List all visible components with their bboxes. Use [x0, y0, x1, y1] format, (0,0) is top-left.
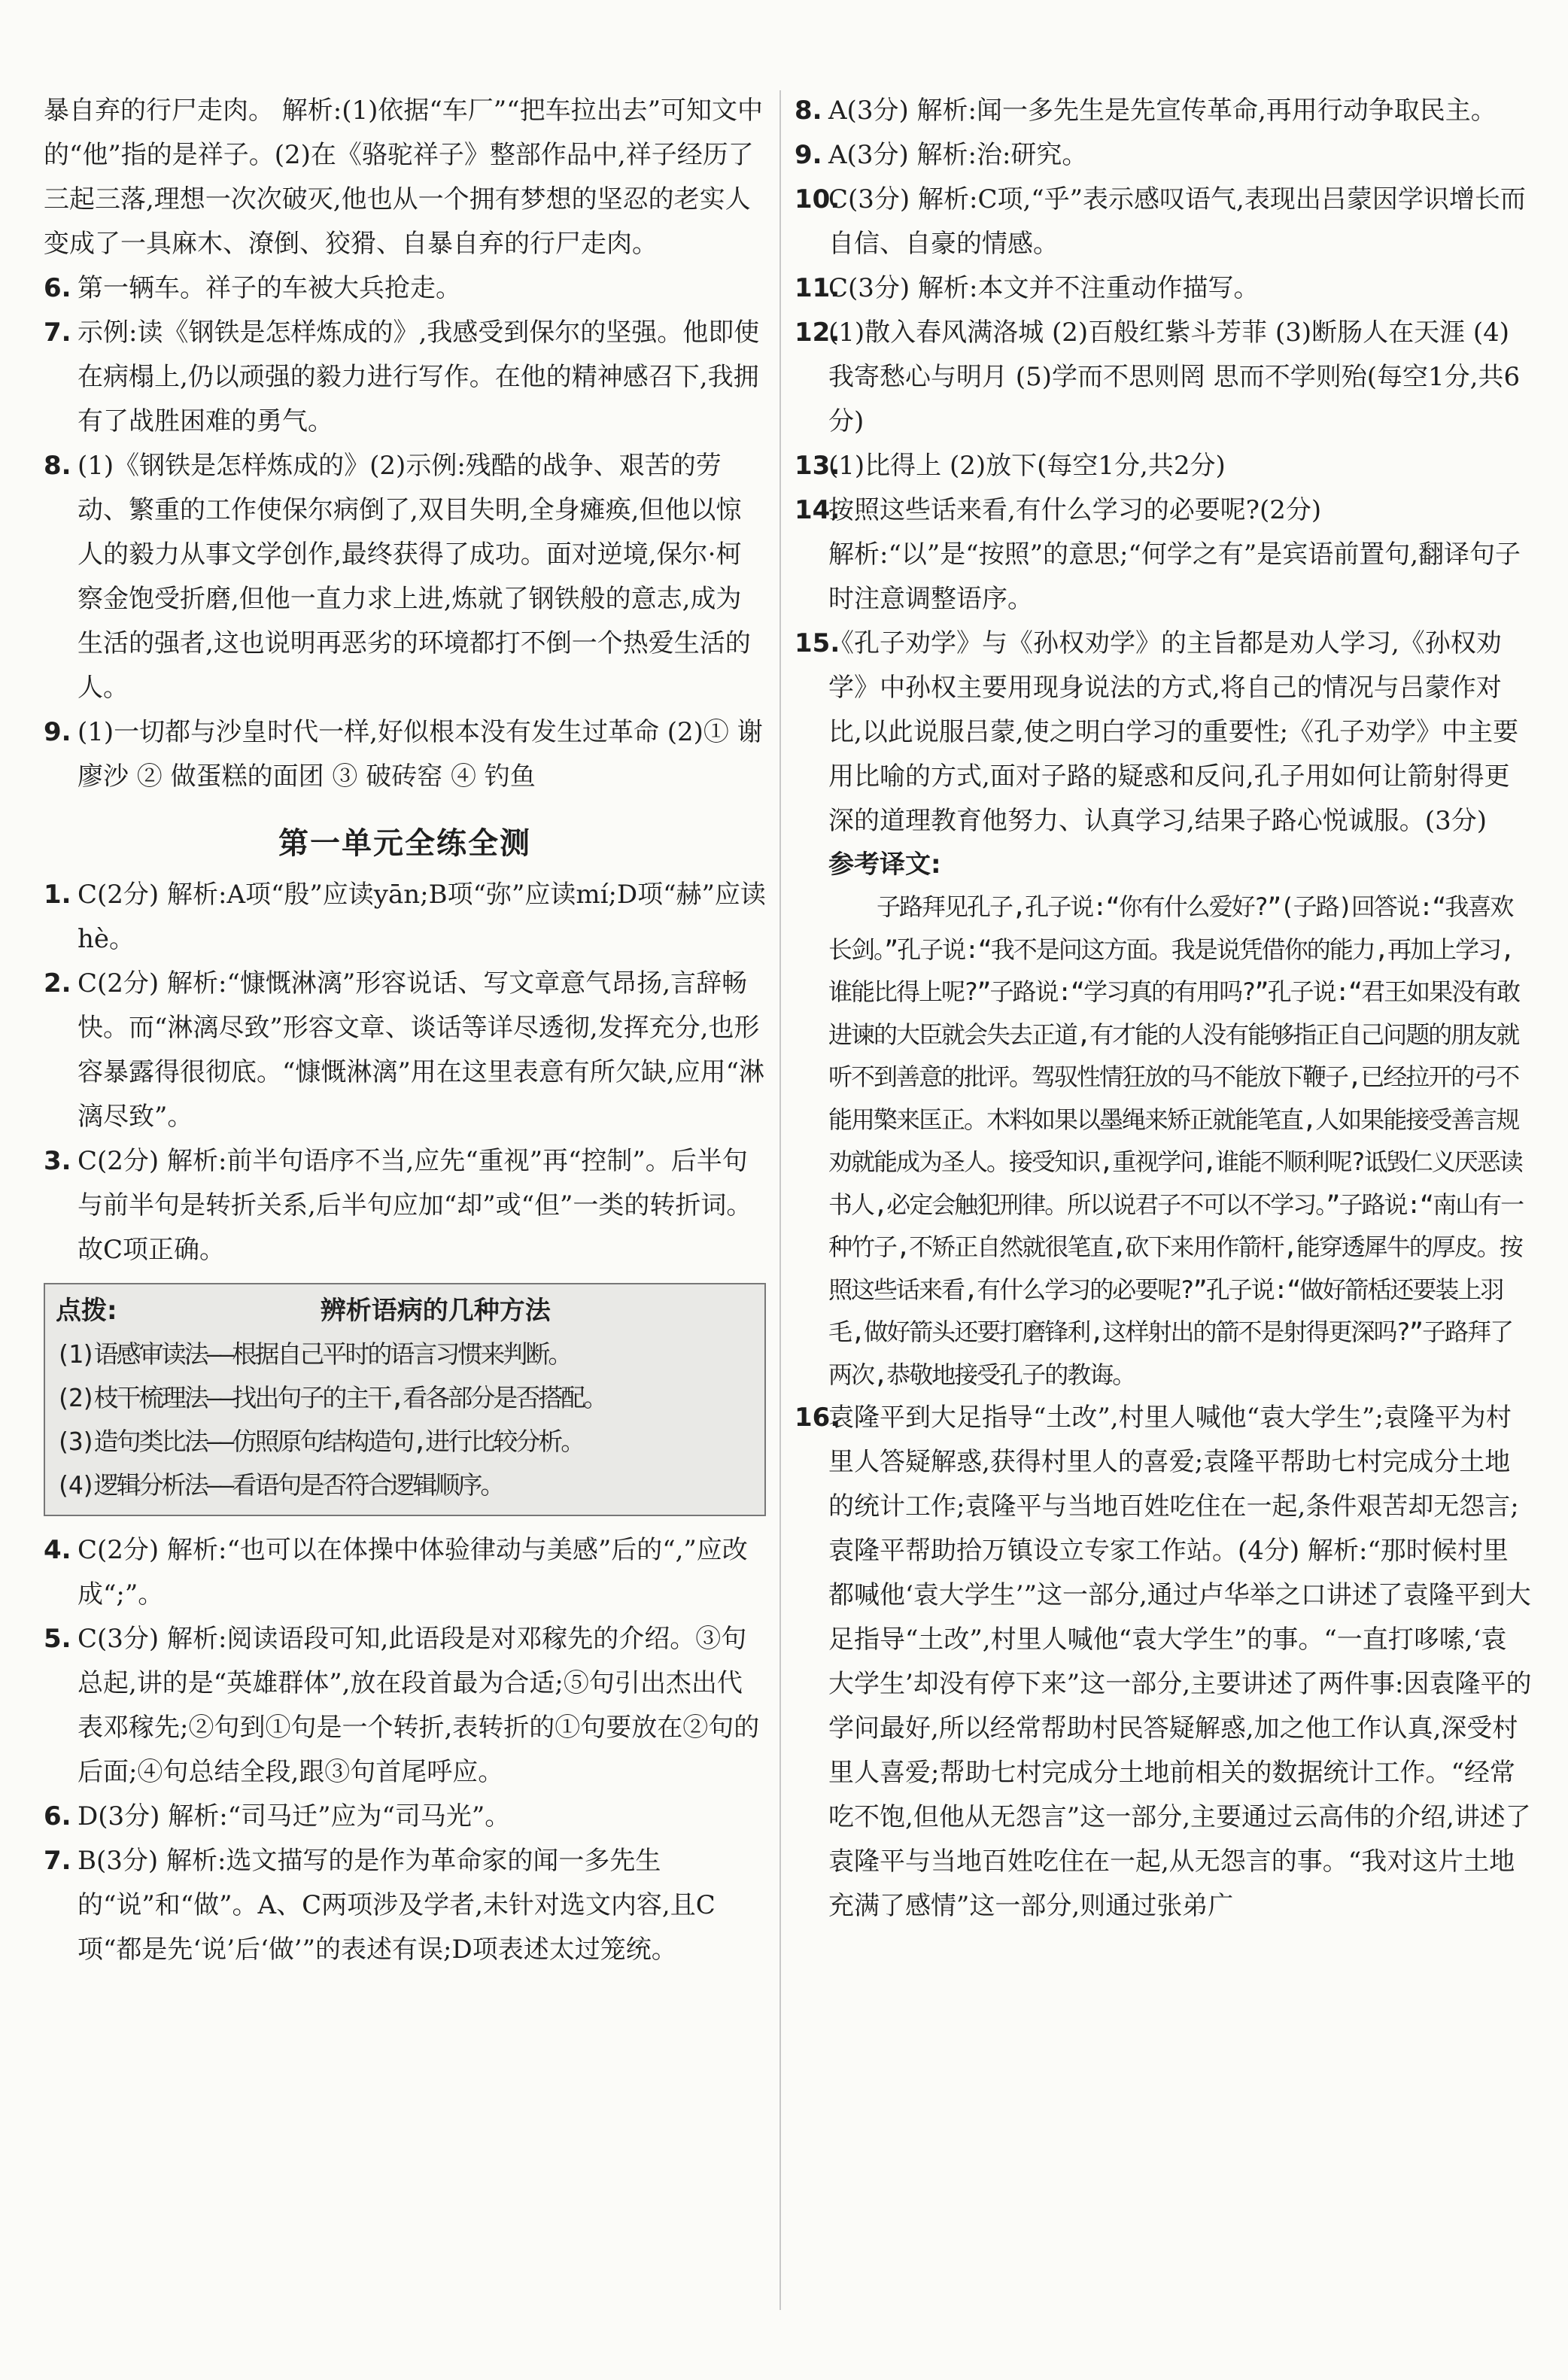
right-column: [795, 89, 1532, 1929]
unit-answer-3: [44, 1139, 766, 1272]
tip-line: (4)逻辑分析法——看语句是否符合逻辑顺序。: [56, 1470, 503, 1500]
answer-number: 2.: [44, 968, 71, 999]
answer-text: 《孔子劝学》与《孙权劝学》的主旨都是劝人学习,《孙权劝学》中孙权主要用现身说法的方式,将自己的情况与吕蒙作对比,以此说服吕蒙,使之明白学习的重要性;《孔子劝学》中主要用比喻的方式,面对子路的疑惑和反问,孔子用如何让箭射得更深的道理教育他努力、认真学习,结果子路心悦诚服。(3分): [828, 628, 1519, 836]
unit-answer-10: [795, 178, 1532, 266]
unit-answer-5: [44, 1617, 766, 1795]
q5-continued: 暴自弃的行尸走肉。 解析:(1)依据“车厂”“把车拉出去”可知文中的“他”指的是祥子。(2)在《骆驼祥子》整部作品中,祥子经历了三起三落,理想一次次破灭,他也从一个拥有梦想的坚忍的老实人变成了一具麻木、潦倒、狡猾、自暴自弃的行尸走肉。: [44, 96, 763, 259]
answer-text: (1)比得上 (2)放下(每空1分,共2分): [828, 451, 1226, 481]
answer-number: 9.: [795, 140, 822, 170]
answer-number: 14.: [795, 495, 840, 525]
tip-line: (2)枝干梳理法——找出句子的主干,看各部分是否搭配。: [56, 1383, 606, 1412]
answer-number: 8.: [44, 451, 71, 481]
answer-number: 11.: [795, 273, 840, 303]
tip-label: 点拨:: [56, 1296, 117, 1326]
reference-translation-label: 参考译文:: [828, 850, 941, 880]
answer-8: [44, 444, 766, 710]
answer-number: 1.: [44, 880, 71, 910]
tip-header: [56, 1289, 754, 1333]
unit-answer-12: [795, 311, 1532, 444]
answer-9: [44, 710, 766, 799]
answer-number: 12.: [795, 318, 840, 348]
answer-text: 第一辆车。祥子的车被大兵抢走。: [77, 273, 461, 303]
answer-number: 16.: [795, 1403, 840, 1433]
answer-text: C(2分) 解析:A项“殷”应读yān;B项“弥”应读mí;D项“赫”应读hè。: [77, 880, 766, 954]
answer-number: 8.: [795, 96, 822, 126]
unit-answer-2: [44, 962, 766, 1139]
answer-text: A(3分) 解析:治:研究。: [828, 140, 1088, 170]
unit-answer-14: [795, 488, 1532, 533]
answer-number: 10.: [795, 184, 840, 214]
answer-number: 9.: [44, 717, 71, 747]
tip-title: 辨析语病的几种方法: [320, 1296, 551, 1326]
tip-box: [44, 1283, 766, 1516]
answer-number: 7.: [44, 1846, 71, 1876]
answer-number: 3.: [44, 1146, 71, 1176]
left-column: [44, 89, 766, 1972]
answer-text: A(3分) 解析:闻一多先生是先宣传革命,再用行动争取民主。: [828, 96, 1497, 126]
answer-text: (1)散入春风满洛城 (2)百般红紫斗芳菲 (3)断肠人在天涯 (4)我寄愁心与明月 (5)学而不思则罔 思而不学则殆(每空1分,共6分): [828, 318, 1521, 436]
answer-number: 6.: [44, 1801, 71, 1831]
answer-number: 15.: [795, 628, 840, 658]
answer-7: [44, 311, 766, 444]
answer-6: [44, 266, 766, 311]
answer-text: B(3分) 解析:选文描写的是作为革命家的闻一多先生的“说”和“做”。A、C两项涉及学者,未针对选文内容,且C项“都是先‘说’后‘做’”的表述有误;D项表述太过笼统。: [77, 1846, 716, 1965]
answer-number: 7.: [44, 318, 71, 348]
reference-translation: 子路拜见孔子,孔子说:“你有什么爱好?”(子路)回答说:“我喜欢长剑。”孔子说:“我不是问这方面。我是说凭借你的能力,再加上学习,谁能比得上呢?”子路说:“学习真的有用吗?”孔子说:“君王如果没有敢进谏的大臣就会失去正道,有才能的人没有能够指正自己问题的朋友就听不到善意的批评。驾驭性情狂放的马不能放下鞭子,已经拉开的弓不能用檠来匡正。木料如果以墨绳来矫正就能笔直,人如果能接受善言规劝就能成为圣人。接受知识,重视学问,谁能不顺利呢?诋毁仁义厌恶读书人,必定会触犯刑律。所以说君子不可以不学习。”子路说:“南山有一种竹子,不矫正自然就很笔直,砍下来用作箭杆,能穿透犀牛的厚皮。按照这些话来看,有什么学习的必要呢?”孔子说:“做好箭栝还要装上羽毛,做好箭头还要打磨锋利,这样射出的箭不是射得更深吗?”子路拜了两次,恭敬地接受孔子的教诲。: [828, 892, 1524, 1389]
answer-14-analysis: 解析:“以”是“按照”的意思;“何学之有”是宾语前置句,翻译句子时注意调整语序。: [828, 540, 1521, 614]
answer-text: 示例:读《钢铁是怎样炼成的》,我感受到保尔的坚强。他即使在病榻上,仍以顽强的毅力进行写作。在他的精神感召下,我拥有了战胜困难的勇气。: [77, 318, 760, 436]
unit-answer-6: [44, 1795, 766, 1839]
answer-number: 5.: [44, 1624, 71, 1654]
unit-answer-15: [795, 622, 1532, 843]
unit-answer-4: [44, 1528, 766, 1617]
unit-answer-11: [795, 266, 1532, 311]
unit-answer-9: [795, 133, 1532, 178]
unit-answer-7: [44, 1839, 766, 1972]
section-title: 第一单元全练全测: [278, 826, 531, 861]
tip-line: (1)语感审读法——根据自己平时的语言习惯来判断。: [56, 1339, 571, 1369]
answer-number: 6.: [44, 273, 71, 303]
answer-number: 13.: [795, 451, 840, 481]
answer-text: C(3分) 解析:本文并不注重动作描写。: [828, 273, 1260, 303]
tip-line: (3)造句类比法——仿照原句结构造句,进行比较分析。: [56, 1427, 584, 1456]
answer-text: C(2分) 解析:前半句语序不当,应先“重视”再“控制”。后半句与前半句是转折关系,后半句应加“却”或“但”一类的转折词。故C项正确。: [77, 1146, 752, 1265]
answer-text: (1)《钢铁是怎样炼成的》(2)示例:残酷的战争、艰苦的劳动、繁重的工作使保尔病倒了,双目失明,全身瘫痪,但他以惊人的毅力从事文学创作,最终获得了成功。面对逆境,保尔·柯察金饱受折磨,但他一直力求上进,炼就了钢铁般的意志,成为生活的强者,这也说明再恶劣的环境都打不倒一个热爱生活的人。: [77, 451, 751, 703]
answer-text: C(2分) 解析:“也可以在体操中体验律动与美感”后的“,”应改成“;”。: [77, 1535, 748, 1609]
unit-answer-13: [795, 444, 1532, 488]
unit-answer-16: [795, 1396, 1532, 1929]
unit-answer-8: [795, 89, 1532, 133]
answer-number: 4.: [44, 1535, 71, 1565]
answer-text: (1)一切都与沙皇时代一样,好似根本没有发生过革命 (2)① 谢廖沙 ② 做蛋糕的面团 ③ 破砖窑 ④ 钓鱼: [77, 717, 763, 792]
unit-answer-1: [44, 873, 766, 962]
column-divider: [779, 90, 781, 2310]
answer-text: D(3分) 解析:“司马迁”应为“司马光”。: [77, 1801, 511, 1831]
answer-text: C(3分) 解析:C项,“乎”表示感叹语气,表现出吕蒙因学识增长而自信、自豪的情感。: [828, 184, 1526, 259]
answer-text: C(3分) 解析:阅读语段可知,此语段是对邓稼先的介绍。③句总起,讲的是“英雄群体”,放在段首最为合适;⑤句引出杰出代表邓稼先;②句到①句是一个转折,表转折的①句要放在②句的后面;④句总结全段,跟③句首尾呼应。: [77, 1624, 760, 1787]
answer-text: C(2分) 解析:“慷慨淋漓”形容说话、写文章意气昂扬,言辞畅快。而“淋漓尽致”形容文章、谈话等详尽透彻,发挥充分,也形容暴露得很彻底。“慷慨淋漓”用在这里表意有所欠缺,应用“淋漓尽致”。: [77, 968, 764, 1132]
answer-text: 按照这些话来看,有什么学习的必要呢?(2分): [828, 495, 1322, 525]
answer-text: 袁隆平到大足指导“土改”,村里人喊他“袁大学生”;袁隆平为村里人答疑解惑,获得村里人的喜爱;袁隆平帮助七村完成分土地的统计工作;袁隆平与当地百姓吃住在一起,条件艰苦却无怨言;袁隆平帮助拾万镇设立专家工作站。(4分) 解析:“那时候村里都喊他‘袁大学生’”这一部分,通过卢华举之口讲述了袁隆平到大足指导“土改”,村里人喊他“袁大学生”的事。“一直打哆嗦,‘袁大学生’却没有停下来”这一部分,主要讲述了两件事:因袁隆平的学问最好,所以经常帮助村民答疑解惑,加之他工作认真,深受村里人喜爱;帮助七村完成分土地前相关的数据统计工作。“经常吃不饱,但他从无怨言”这一部分,主要通过云高伟的介绍,讲述了袁隆平与当地百姓吃住在一起,从无怨言的事。“我对这片土地充满了感情”这一部分,则通过张弟广: [828, 1403, 1532, 1921]
